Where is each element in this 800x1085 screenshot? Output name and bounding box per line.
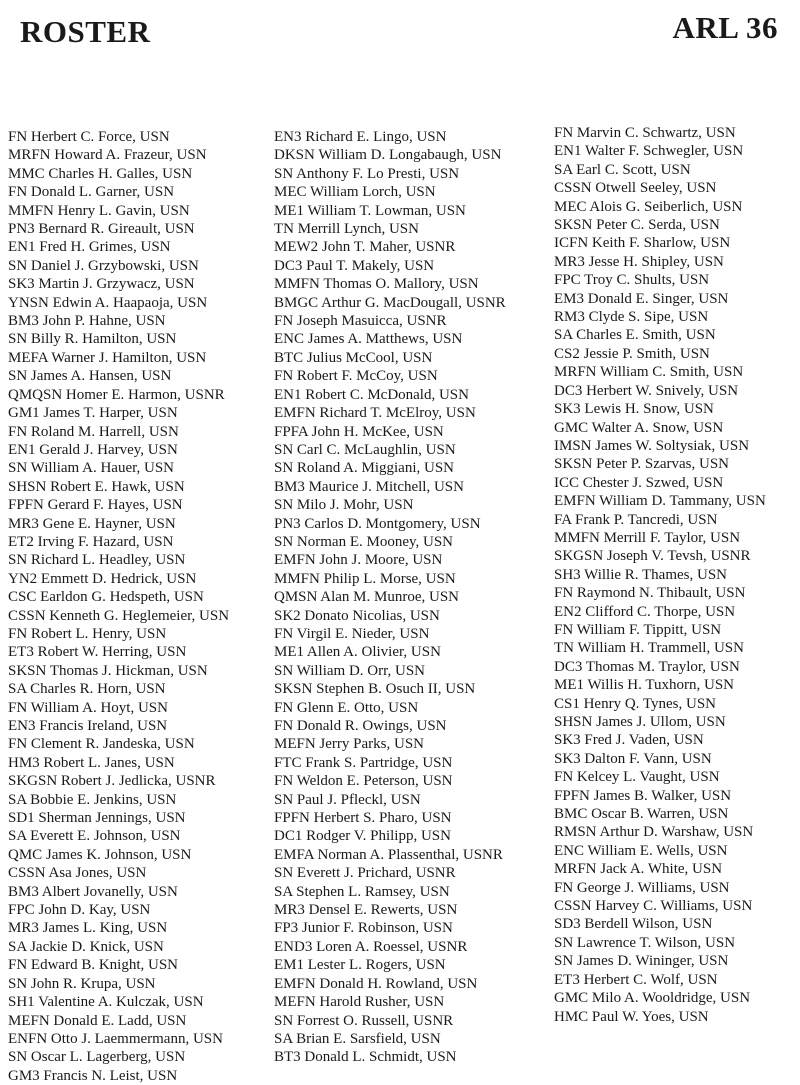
- roster-entry: SN William D. Orr, USN: [274, 662, 426, 679]
- roster-entry: PN3 Carlos D. Montgomery, USN: [274, 515, 481, 532]
- roster-entry: MEFA Warner J. Hamilton, USN: [8, 349, 207, 366]
- roster-entry: SN Oscar L. Lagerberg, USN: [8, 1049, 186, 1066]
- roster-entry: EM1 Lester L. Rogers, USN: [274, 957, 446, 974]
- roster-entry: SN Richard L. Headley, USN: [8, 552, 186, 569]
- roster-entry: DC3 Paul T. Makely, USN: [274, 257, 435, 274]
- roster-entry: SA Earl C. Scott, USN: [554, 161, 691, 178]
- roster-entry: RMSN Arthur D. Warshaw, USN: [554, 824, 754, 841]
- roster-entry: SN Norman E. Mooney, USN: [274, 533, 454, 550]
- roster-entry: SA Jackie D. Knick, USN: [8, 938, 164, 955]
- roster-entry: MR3 Gene E. Hayner, USN: [8, 515, 176, 532]
- roster-entry: SN Everett J. Prichard, USNR: [274, 865, 456, 882]
- roster-entry: SA Everett E. Johnson, USN: [8, 828, 181, 845]
- roster-entry: FA Frank P. Tancredi, USN: [554, 511, 718, 528]
- roster-entry: FN Glenn E. Otto, USN: [274, 699, 419, 716]
- roster-entry: FN Roland M. Harrell, USN: [8, 423, 179, 440]
- page-title: ROSTER: [20, 14, 151, 49]
- roster-entry: SN William A. Hauer, USN: [8, 460, 175, 477]
- roster-entry: FPFA John H. McKee, USN: [274, 423, 444, 440]
- roster-entry: MEFN Harold Rusher, USN: [274, 994, 445, 1011]
- roster-entry: MEFN Jerry Parks, USN: [274, 736, 424, 753]
- roster-entry: EN3 Francis Ireland, USN: [8, 718, 168, 734]
- roster-entry: FPFN James B. Walker, USN: [554, 787, 732, 804]
- roster-entry: ENC James A. Matthews, USN: [274, 331, 463, 348]
- roster-entry: MR3 Jesse H. Shipley, USN: [554, 253, 724, 270]
- roster-entry: SN Billy R. Hamilton, USN: [8, 331, 177, 348]
- roster-entry: SN Carl C. McLaughlin, USN: [274, 441, 456, 458]
- roster-entry: MEFN Donald E. Ladd, USN: [8, 1012, 187, 1029]
- roster-entry: QMSN Alan M. Munroe, USN: [274, 589, 460, 606]
- roster-entry: SN Paul J. Pfleckl, USN: [274, 791, 421, 808]
- roster-entry: SN Forrest O. Russell, USNR: [274, 1012, 454, 1029]
- roster-entry: END3 Loren A. Roessel, USNR: [274, 938, 468, 955]
- roster-entry: SK3 Dalton F. Vann, USN: [554, 750, 712, 767]
- roster-entry: CS1 Henry Q. Tynes, USN: [554, 695, 717, 712]
- roster-entry: FN Herbert C. Force, USN: [8, 129, 170, 145]
- roster-entry: FPC Troy C. Shults, USN: [554, 272, 710, 289]
- roster-entry: ME1 William T. Lowman, USN: [274, 202, 466, 219]
- roster-entry: SH3 Willie R. Thames, USN: [554, 566, 728, 583]
- roster-entry: MEW2 John T. Maher, USNR: [274, 239, 456, 256]
- roster-entry: FN Edward B. Knight, USN: [8, 957, 179, 974]
- roster-entry: EMFA Norman A. Plassenthal, USNR: [274, 846, 503, 863]
- roster-entry: FN William F. Tippitt, USN: [554, 621, 722, 638]
- roster-entry: EN1 Gerald J. Harvey, USN: [8, 441, 178, 458]
- roster-entry: MEC William Lorch, USN: [274, 184, 436, 201]
- roster-entry: ENC William E. Wells, USN: [554, 842, 728, 859]
- roster-entry: ET2 Irving F. Hazard, USN: [8, 533, 174, 550]
- roster-entry: FTC Frank S. Partridge, USN: [274, 754, 453, 771]
- roster-entry: FN Kelcey L. Vaught, USN: [554, 769, 720, 786]
- roster-entry: FN Clement R. Jandeska, USN: [8, 736, 195, 753]
- page-number: ARL 36: [672, 10, 778, 45]
- roster-entry: MMC Charles H. Galles, USN: [8, 165, 193, 182]
- roster-entry: MMFN Philip L. Morse, USN: [274, 570, 456, 587]
- roster-entry: SA Stephen L. Ramsey, USN: [274, 883, 450, 900]
- roster-entry: DC1 Rodger V. Philipp, USN: [274, 828, 451, 845]
- roster-entry: BT3 Donald L. Schmidt, USN: [274, 1049, 457, 1066]
- roster-entry: FPC John D. Kay, USN: [8, 902, 151, 919]
- roster-entry: SK2 Donato Nicolias, USN: [274, 607, 440, 624]
- roster-entry: DKSN William D. Longabaugh, USN: [274, 147, 502, 164]
- roster-entry: SHSN James J. Ullom, USN: [554, 714, 726, 730]
- roster-entry: ICC Chester J. Szwed, USN: [554, 474, 724, 491]
- roster-entry: YN2 Emmett D. Hedrick, USN: [8, 570, 197, 587]
- roster-entry: CSSN Asa Jones, USN: [8, 865, 147, 882]
- roster-entry: SN Roland A. Miggiani, USN: [274, 460, 455, 477]
- roster-entry: BMGC Arthur G. MacDougall, USNR: [274, 294, 506, 311]
- roster-entry: SA Charles E. Smith, USN: [554, 327, 716, 344]
- roster-entry: SKSN Thomas J. Hickman, USN: [8, 662, 208, 679]
- roster-entry: SH1 Valentine A. Kulczak, USN: [8, 994, 204, 1011]
- roster-entry: CS2 Jessie P. Smith, USN: [554, 345, 710, 362]
- roster-entry: HMC Paul W. Yoes, USN: [554, 1008, 709, 1025]
- roster-entry: ET3 Robert W. Herring, USN: [8, 644, 187, 661]
- roster-entry: ICFN Keith F. Sharlow, USN: [554, 235, 731, 252]
- roster-entry: FN Donald R. Owings, USN: [274, 718, 447, 734]
- roster-entry: FP3 Junior F. Robinson, USN: [274, 920, 453, 937]
- roster-entry: FN Donald L. Garner, USN: [8, 184, 175, 201]
- roster-entry: CSSN Harvey C. Williams, USN: [554, 898, 753, 915]
- roster-entry: EMFN Donald H. Rowland, USN: [274, 975, 478, 992]
- roster-entry: SN James A. Hansen, USN: [8, 368, 172, 385]
- roster-entry: YNSN Edwin A. Haapaoja, USN: [8, 294, 208, 311]
- roster-entry: SN Lawrence T. Wilson, USN: [554, 934, 736, 951]
- roster-entry: BTC Julius McCool, USN: [274, 349, 433, 366]
- roster-entry: FPFN Herbert S. Pharo, USN: [274, 810, 452, 827]
- roster-entry: MEC Alois G. Seiberlich, USN: [554, 198, 743, 215]
- roster-entry: SKGSN Joseph V. Tevsh, USNR: [554, 548, 751, 565]
- roster-entry: FN Robert L. Henry, USN: [8, 625, 167, 642]
- roster-entry: EN1 Walter F. Schwegler, USN: [554, 143, 744, 160]
- roster-entry: MR3 Densel E. Rewerts, USN: [274, 902, 458, 919]
- roster-entry: SKSN Stephen B. Osuch II, USN: [274, 681, 476, 698]
- roster-entry: EMFN Richard T. McElroy, USN: [274, 405, 476, 422]
- roster-entry: SN James D. Wininger, USN: [554, 953, 729, 970]
- roster-entry: RM3 Clyde S. Sipe, USN: [554, 309, 709, 326]
- roster-entry: EMFN William D. Tammany, USN: [554, 493, 766, 510]
- roster-entry: SN Anthony F. Lo Presti, USN: [274, 165, 460, 182]
- roster-entry: SA Brian E. Sarsfield, USN: [274, 1030, 441, 1047]
- roster-entry: CSSN Kenneth G. Heglemeier, USN: [8, 607, 230, 624]
- roster-entry: FN Raymond N. Thibault, USN: [554, 585, 746, 602]
- roster-entry: IMSN James W. Soltysiak, USN: [554, 437, 750, 454]
- roster-entry: ET3 Herbert C. Wolf, USN: [554, 971, 718, 988]
- roster-entry: MMFN Henry L. Gavin, USN: [8, 202, 190, 219]
- roster-entry: BM3 Maurice J. Mitchell, USN: [274, 478, 464, 495]
- roster-entry: SK3 Fred J. Vaden, USN: [554, 732, 704, 749]
- roster-entry: SK3 Lewis H. Snow, USN: [554, 401, 714, 418]
- roster-entry: GMC Milo A. Wooldridge, USN: [554, 990, 751, 1007]
- roster-entry: SN Daniel J. Grzybowski, USN: [8, 257, 199, 274]
- roster-entry: ENFN Otto J. Laemmermann, USN: [8, 1030, 223, 1047]
- roster-entry: FN George J. Williams, USN: [554, 879, 730, 896]
- roster-entry: CSC Earldon G. Hedspeth, USN: [8, 589, 204, 606]
- roster-entry: MRFN Howard A. Frazeur, USN: [8, 147, 207, 164]
- roster-entry: MMFN Thomas O. Mallory, USN: [274, 276, 479, 293]
- roster-entry: GMC Walter A. Snow, USN: [554, 419, 724, 436]
- roster-entry: FPFN Gerard F. Hayes, USN: [8, 497, 183, 514]
- roster-entry: GM1 James T. Harper, USN: [8, 405, 178, 422]
- roster-entry: SN Milo J. Mohr, USN: [274, 497, 414, 514]
- roster-entry: FN Joseph Masuicca, USNR: [274, 313, 447, 330]
- roster-entry: SN John R. Krupa, USN: [8, 975, 156, 992]
- roster-entry: PN3 Bernard R. Gireault, USN: [8, 221, 195, 238]
- roster-entry: EN3 Richard E. Lingo, USN: [274, 129, 447, 145]
- roster-entry: FN William A. Hoyt, USN: [8, 699, 168, 716]
- roster-entry: CSSN Otwell Seeley, USN: [554, 180, 717, 197]
- roster-entry: SA Bobbie E. Jenkins, USN: [8, 791, 177, 808]
- roster-entry: FN Virgil E. Nieder, USN: [274, 625, 430, 642]
- roster-entry: FN Weldon E. Peterson, USN: [274, 773, 453, 790]
- roster-entry: SD1 Sherman Jennings, USN: [8, 810, 186, 827]
- roster-entry: SKSN Peter P. Szarvas, USN: [554, 456, 730, 473]
- roster-entry: HM3 Robert L. Janes, USN: [8, 754, 175, 771]
- roster-entry: SD3 Berdell Wilson, USN: [554, 916, 713, 933]
- roster-entry: BMC Oscar B. Warren, USN: [554, 806, 729, 823]
- roster-entry: EN2 Clifford C. Thorpe, USN: [554, 603, 736, 620]
- roster-entry: QMC James K. Johnson, USN: [8, 846, 192, 863]
- roster-entry: EM3 Donald E. Singer, USN: [554, 290, 729, 307]
- roster-entry: ME1 Willis H. Tuxhorn, USN: [554, 677, 734, 694]
- roster-entry: DC3 Thomas M. Traylor, USN: [554, 658, 740, 675]
- roster-entry: MMFN Merrill F. Taylor, USN: [554, 529, 741, 546]
- roster-entry: ME1 Allen A. Olivier, USN: [274, 644, 441, 661]
- roster-entry: QMQSN Homer E. Harmon, USNR: [8, 386, 225, 403]
- roster-entry: SA Charles R. Horn, USN: [8, 681, 166, 698]
- roster-column-1: [8, 128, 229, 1085]
- roster-entry: TN William H. Trammell, USN: [554, 640, 744, 657]
- roster-entry: SHSN Robert E. Hawk, USN: [8, 478, 185, 495]
- roster-entry: SK3 Martin J. Grzywacz, USN: [8, 276, 195, 293]
- roster-entry: TN Merrill Lynch, USN: [274, 221, 419, 238]
- roster-entry: BM3 John P. Hahne, USN: [8, 313, 166, 330]
- roster-entry: MRFN William C. Smith, USN: [554, 364, 744, 381]
- roster-column-3: [554, 124, 766, 1026]
- roster-entry: FN Marvin C. Schwartz, USN: [554, 125, 736, 141]
- roster-entry: FN Robert F. McCoy, USN: [274, 368, 438, 385]
- roster-entry: EN1 Robert C. McDonald, USN: [274, 386, 469, 403]
- roster-entry: MRFN Jack A. White, USN: [554, 861, 723, 878]
- roster-entry: SKSN Peter C. Serda, USN: [554, 217, 720, 234]
- roster-column-2: [274, 128, 506, 1067]
- roster-entry: EN1 Fred H. Grimes, USN: [8, 239, 171, 256]
- roster-entry: SKGSN Robert J. Jedlicka, USNR: [8, 773, 216, 790]
- roster-entry: MR3 James L. King, USN: [8, 920, 168, 937]
- roster-entry: DC3 Herbert W. Snively, USN: [554, 382, 739, 399]
- roster-entry: GM3 Francis N. Leist, USN: [8, 1067, 178, 1084]
- roster-entry: BM3 Albert Jovanelly, USN: [8, 883, 178, 900]
- roster-entry: EMFN John J. Moore, USN: [274, 552, 443, 569]
